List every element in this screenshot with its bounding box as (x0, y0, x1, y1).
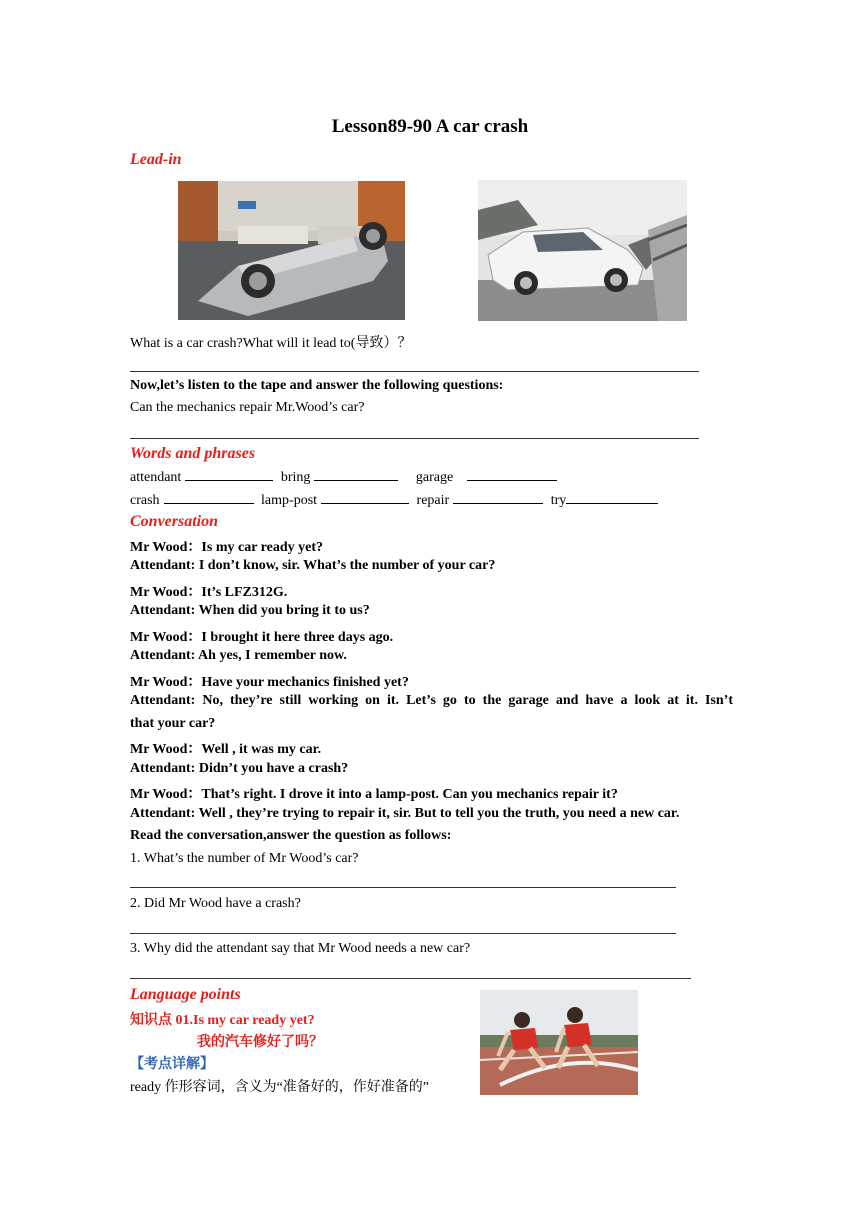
answer-line (130, 887, 676, 888)
fill-blank[interactable] (314, 468, 398, 481)
runners-ready-photo (480, 990, 638, 1095)
word-item: attendant (130, 470, 182, 485)
question-3: 3. Why did the attendant say that Mr Wood needs a new car? (130, 941, 471, 956)
dialogue-line: Attendant: When did you bring it to us? (130, 603, 370, 618)
detail-text: ready 作形容词，含义为“准备好的，作好准备的” (130, 1080, 430, 1095)
point-translation: 我的汽车修好了吗？ (197, 1035, 323, 1050)
fill-blank[interactable] (566, 491, 658, 504)
words-heading: Words and phrases (130, 445, 256, 462)
answer-line (130, 438, 699, 439)
word-item: try (550, 493, 567, 508)
dialogue-line: Mr Wood：That’s right. I drove it into a lamp-post. Can you mechanics repair it? (130, 787, 618, 802)
lead-in-heading: Lead-in (130, 151, 182, 168)
words-row-2 (130, 491, 662, 509)
dialogue-line: Mr Wood：Well , it was my car. (130, 742, 322, 757)
question-1: 1. What’s the number of Mr Wood’s car? (130, 851, 359, 866)
word-item: bring (280, 470, 311, 485)
word-item: crash (130, 493, 160, 508)
page-title: Lesson89-90 A car crash (331, 116, 529, 137)
dialogue-line: Mr Wood：Have your mechanics finished yet? (130, 675, 409, 690)
fill-blank[interactable] (467, 468, 557, 481)
reading-task: Read the conversation,answer the question as follows: (130, 828, 452, 843)
words-row-1 (130, 468, 561, 486)
dialogue-line: Mr Wood：It’s LFZ312G. (130, 585, 288, 600)
dialogue-line: Mr Wood：Is my car ready yet? (130, 540, 324, 555)
dialogue-line: Attendant: Well , they’re trying to repair it, sir. But to tell you the truth, you need a new car. (130, 806, 680, 821)
answer-line (130, 933, 676, 934)
answer-line (130, 371, 699, 372)
dialogue-line: Attendant: Ah yes, I remember now. (130, 648, 347, 663)
fill-blank[interactable] (185, 468, 273, 481)
dialogue-line: Attendant: I don’t know, sir. What’s the number of your car? (130, 558, 496, 573)
fill-blank[interactable] (164, 491, 254, 504)
damaged-white-car-photo (478, 180, 687, 321)
word-item: garage (415, 470, 454, 485)
dialogue-line: that your car? (130, 716, 216, 731)
listen-instruction: Now,let’s listen to the tape and answer the following questions: (130, 378, 504, 393)
dialogue-line: Mr Wood：I brought it here three days ago. (130, 630, 394, 645)
point-title: 知识点 01.Is my car ready yet? (130, 1013, 315, 1028)
question-2: 2. Did Mr Wood have a crash? (130, 896, 301, 911)
word-item: lamp-post (261, 493, 318, 508)
answer-line (130, 978, 691, 979)
fill-blank[interactable] (321, 491, 409, 504)
dialogue-line: Attendant: No, they’re still working on it. Let’s go to the garage and have a look at it. Isn’t (130, 693, 733, 708)
language-points-heading: Language points (130, 986, 241, 1003)
detail-label: 【考点详解】 (130, 1057, 214, 1072)
lead-in-question: What is a car crash?What will it lead to(导致）？ (130, 336, 412, 351)
word-item: repair (416, 493, 450, 508)
dialogue-line: Attendant: Didn’t you have a crash? (130, 761, 349, 776)
overturned-car-photo (178, 181, 405, 320)
fill-blank[interactable] (453, 491, 543, 504)
listen-question: Can the mechanics repair Mr.Wood’s car? (130, 400, 365, 415)
conversation-heading: Conversation (130, 513, 219, 530)
